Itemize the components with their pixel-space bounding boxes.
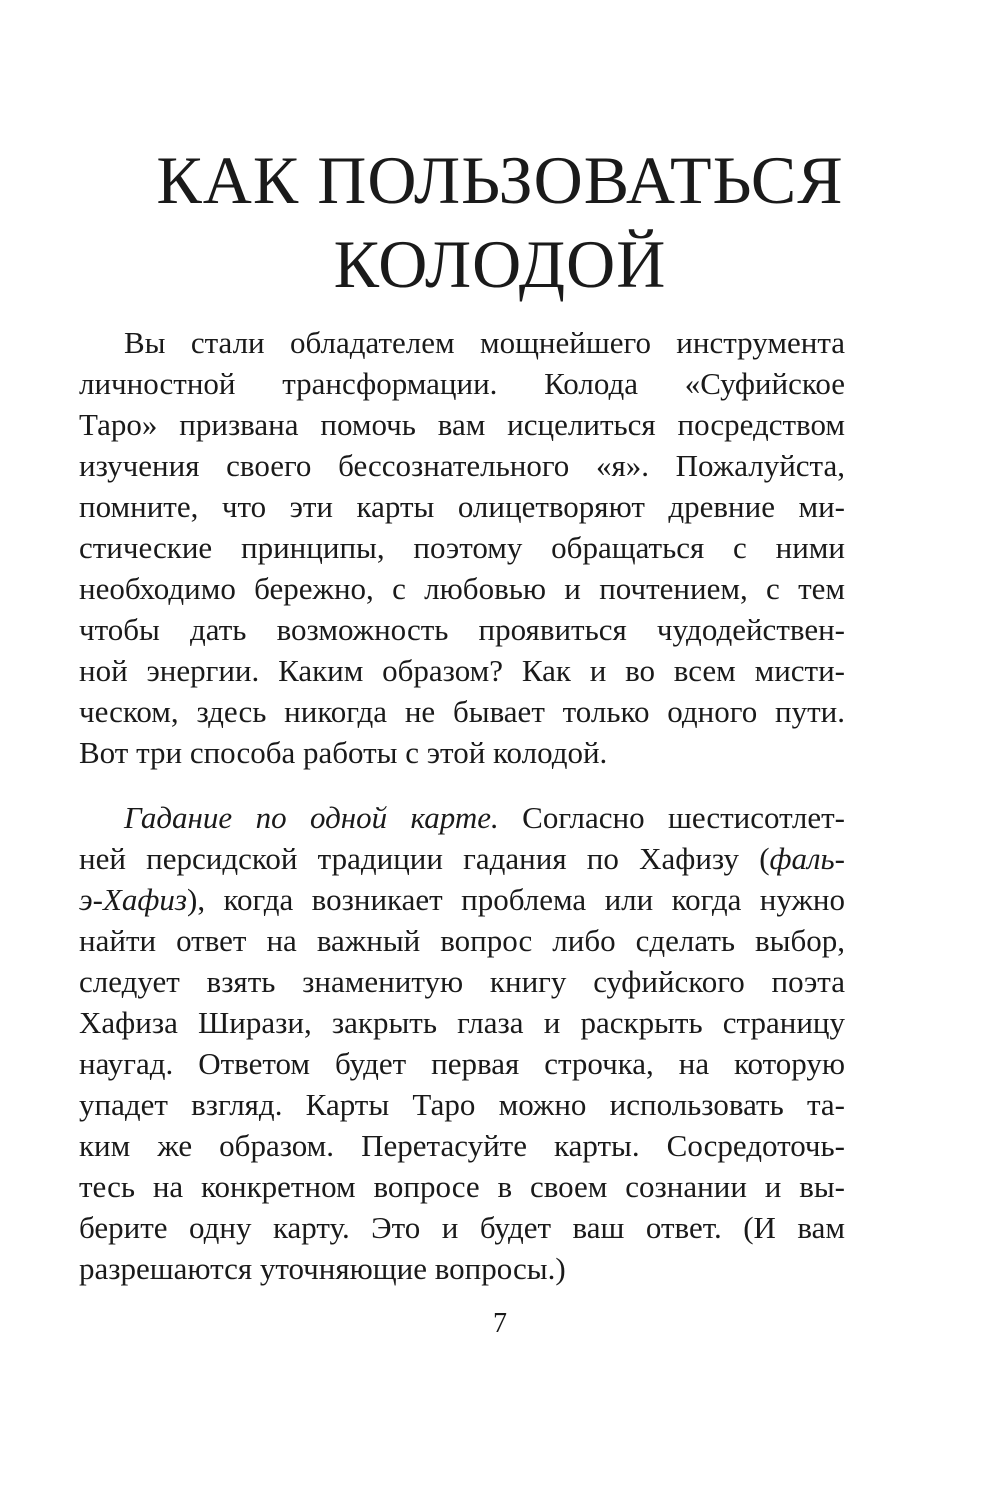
text-line: упадет взгляд. Карты Таро можно использовать та- bbox=[79, 1087, 845, 1122]
text-line: ческом, здесь никогда не бывает только одного пути. bbox=[79, 694, 845, 729]
paragraph-single-card bbox=[79, 797, 845, 1289]
text-line bbox=[79, 879, 845, 920]
text-line: Вы стали обладателем мощнейшего инструмента bbox=[124, 325, 845, 360]
text-line: Таро» призвана помочь вам исцелиться посредством bbox=[79, 407, 845, 442]
text-run: Согласно шестисотлет- bbox=[498, 800, 845, 835]
italic-term: фаль- bbox=[769, 841, 845, 876]
text-line: изучения своего бессознательного «я». Пожалуйста, bbox=[79, 448, 845, 483]
chapter-title-line-2: КОЛОДОЙ bbox=[333, 226, 667, 302]
text-line bbox=[79, 797, 845, 838]
text-run: ), когда возникает проблема или когда нужно bbox=[187, 882, 845, 917]
text-line: Вот три способа работы с этой колодой. bbox=[79, 735, 608, 770]
text-line: стические принципы, поэтому обращаться с ними bbox=[79, 530, 845, 565]
text-line: следует взять знаменитую книгу суфийского поэта bbox=[79, 964, 845, 999]
text-line: чтобы дать возможность проявиться чудодействен- bbox=[79, 612, 845, 647]
text-line: разрешаются уточняющие вопросы.) bbox=[79, 1251, 566, 1286]
text-line: наугад. Ответом будет первая строчка, на которую bbox=[79, 1046, 845, 1081]
text-line bbox=[79, 838, 845, 879]
page-number: 7 bbox=[493, 1308, 507, 1339]
paragraph-intro bbox=[79, 322, 845, 773]
text-line: необходимо бережно, с любовью и почтением, с тем bbox=[79, 571, 845, 606]
text-line: берите одну карту. Это и будет ваш ответ. (И вам bbox=[79, 1210, 845, 1245]
text-run: ней персидской традиции гадания по Хафизу ( bbox=[79, 841, 770, 876]
chapter-title bbox=[0, 138, 1000, 306]
italic-term: э-Хафиз bbox=[79, 882, 188, 917]
text-line: найти ответ на важный вопрос либо сделать выбор, bbox=[79, 923, 845, 958]
text-line: личностной трансформации. Колода «Суфийское bbox=[79, 366, 845, 401]
text-line: тесь на конкретном вопросе в своем сознании и вы- bbox=[79, 1169, 845, 1204]
method-title: Гадание по одной карте. bbox=[124, 800, 499, 835]
text-line: ким же образом. Перетасуйте карты. Сосредоточь- bbox=[79, 1128, 845, 1163]
text-line: Хафиза Ширази, закрыть глаза и раскрыть страницу bbox=[79, 1005, 845, 1040]
chapter-title-line-1: КАК ПОЛЬЗОВАТЬСЯ bbox=[156, 142, 844, 218]
text-line: ной энергии. Каким образом? Как и во всем мисти- bbox=[79, 653, 845, 688]
text-line: помните, что эти карты олицетворяют древние ми- bbox=[79, 489, 845, 524]
